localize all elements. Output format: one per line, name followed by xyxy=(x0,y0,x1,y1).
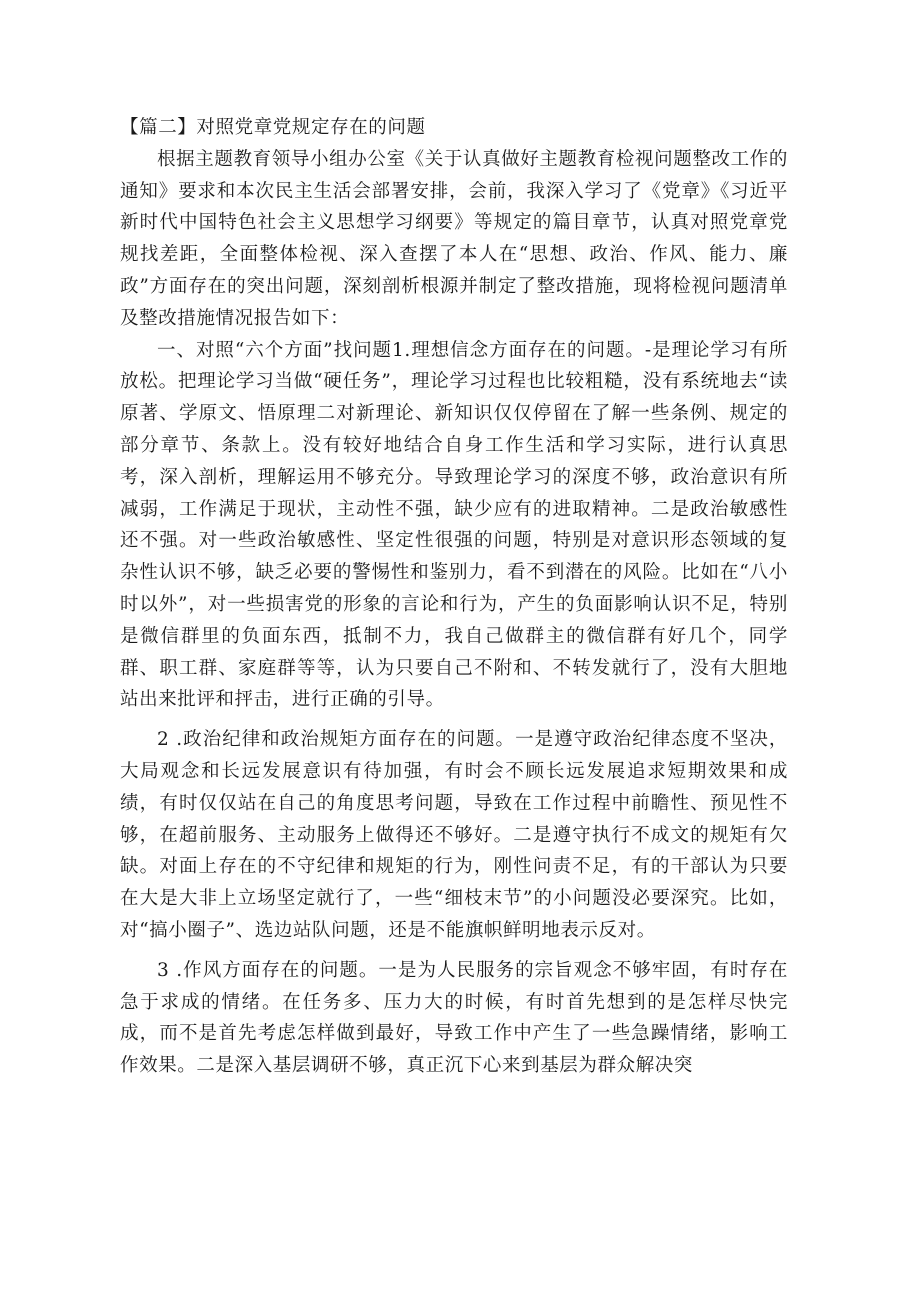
document-page xyxy=(120,112,788,1082)
paragraph-intro: 根据主题教育领导小组办公室《关于认真做好主题教育检视问题整改工作的通知》要求和本次民主生活会部署安排，会前，我深入学习了《党章》《习近平新时代中国特色社会主义思想学习纲要》等规定的篇目章节，认真对照党章党规找差距，全面整体检视、深入查摆了本人在“思想、政治、作风、能力、廉政”方面存在的突出问题，深刻剖析根源并制定了整改措施，现将检视问题清单及整改措施情况报告如下： xyxy=(120,148,788,329)
paragraph-section-2: 2 .政治纪律和政治规矩方面存在的问题。一是遵守政治纪律态度不坚决，大局观念和长远发展意识有待加强，有时会不顾长远发展追求短期效果和成绩，有时仅仅站在自己的角度思考问题，导致在工作过程中前瞻性、预见性不够，在超前服务、主动服务上做得还不够好。二是遵守执行不成文的规矩有欠缺。对面上存在的不守纪律和规矩的行为，刚性问责不足，有的干部认为只要在大是大非上立场坚定就行了，一些“细枝末节”的小问题没必要深究。比如，对“搞小圈子”、选边站队问题，还是不能旗帜鲜明地表示反对。 xyxy=(120,729,788,941)
document-title: 【篇二】对照党章党规定存在的问题 xyxy=(120,117,426,138)
paragraph-section-1: 一、对照“六个方面”找问题1.理想信念方面存在的问题。-是理论学习有所放松。把理论学习当做“硬任务”，理论学习过程也比较粗糙，没有系统地去“读原著、学原文、悟原理二对新理论、新知识仅仅停留在了解一些条例、规定的部分章节、条款上。没有较好地结合自身工作生活和学习实际，进行认真思考，深入剖析，理解运用不够充分。导致理论学习的深度不够，政治意识有所减弱，工作满足于现状，主动性不强，缺少应有的进取精神。二是政治敏感性还不强。对一些政治敏感性、坚定性很强的问题，特别是对意识形态领域的复杂性认识不够，缺乏必要的警惕性和鉴别力，看不到潜在的风险。比如在“八小时以外”，对一些损害党的形象的言论和行为，产生的负面影响认识不足，特别是微信群里的负面东西，抵制不力，我自己做群主的微信群有好几个，同学群、职工群、家庭群等等，认为只要自己不附和、不转发就行了，没有大胆地站出来批评和抨击，进行正确的引导。 xyxy=(120,339,788,711)
paragraph-section-3: 3 .作风方面存在的问题。一是为人民服务的宗旨观念不够牢固，有时存在急于求成的情绪。在任务多、压力大的时候，有时首先想到的是怎样尽快完成，而不是首先考虑怎样做到最好，导致工作中产生了一些急躁情绪，影响工作效果。二是深入基层调研不够，真正沉下心来到基层为群众解决突 xyxy=(120,959,788,1077)
